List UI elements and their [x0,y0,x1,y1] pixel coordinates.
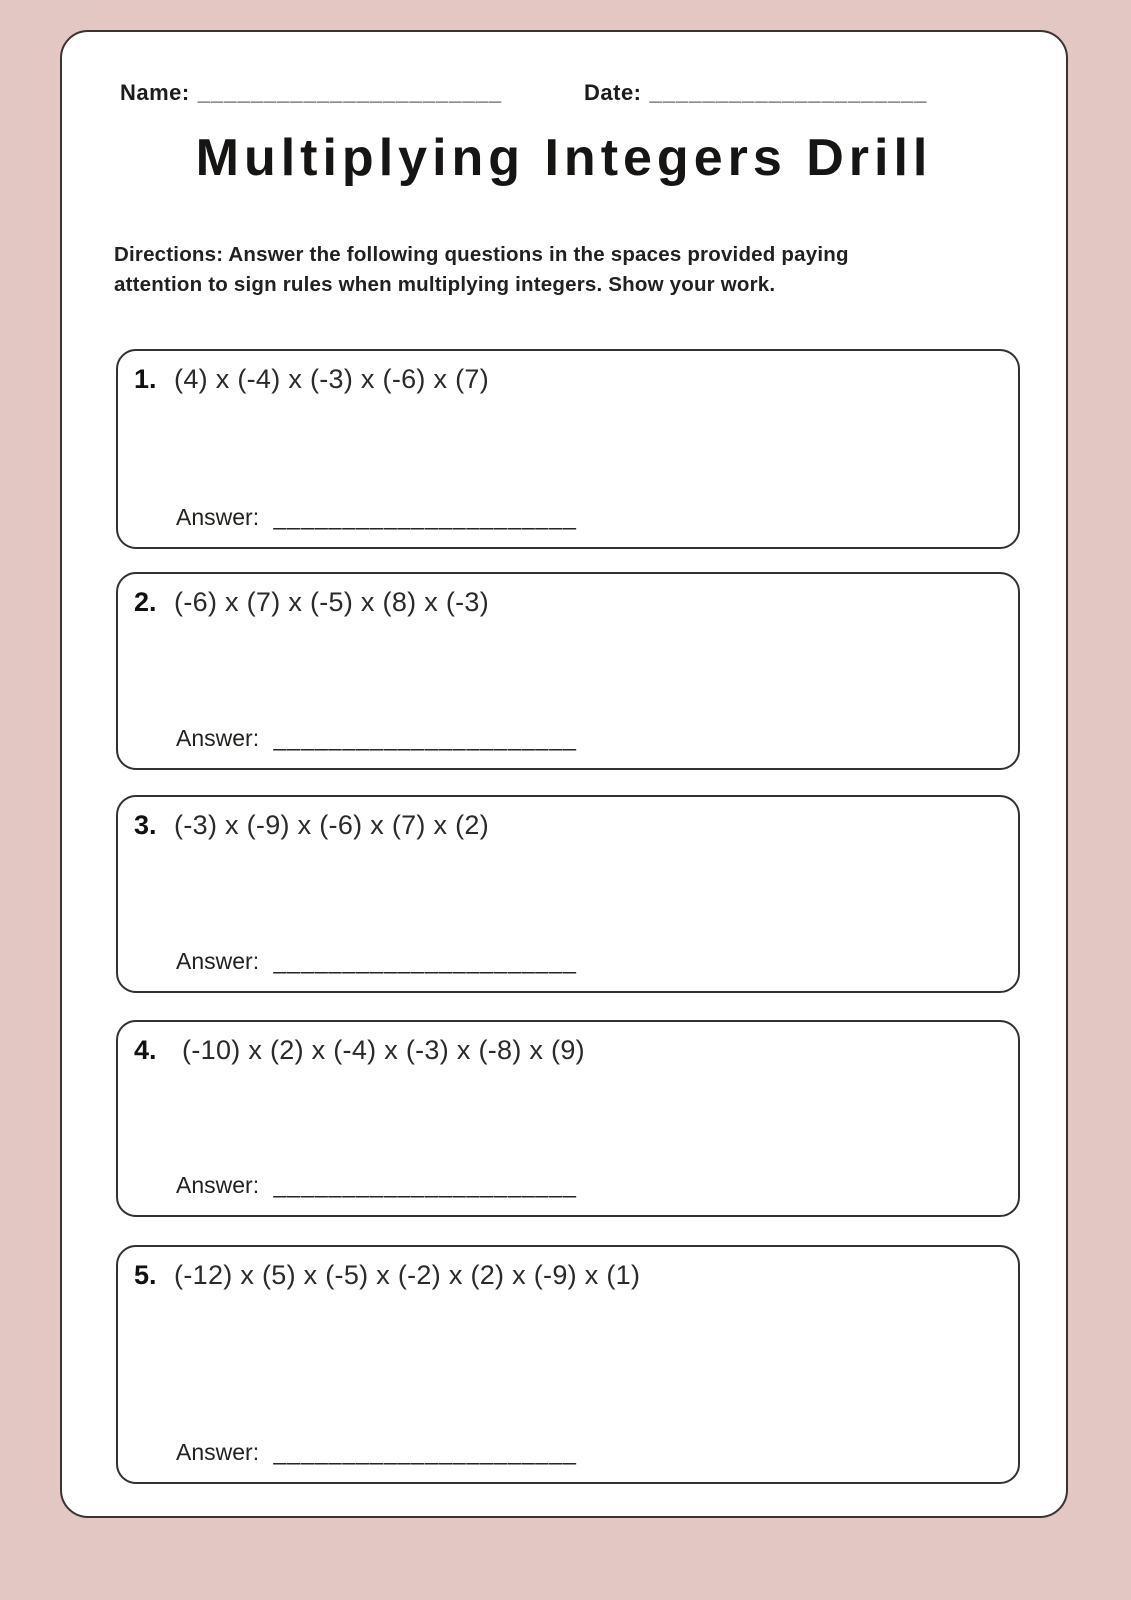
question-expression: (4) x (-4) x (-3) x (-6) x (7) [174,364,490,394]
worksheet-page [60,30,1068,1518]
question-line [134,810,1002,841]
answer-row [176,948,577,975]
name-field [120,80,502,106]
question-number: 3. [134,810,157,840]
question-box-5 [116,1245,1020,1484]
question-expression: (-3) x (-9) x (-6) x (7) x (2) [174,810,490,840]
question-expression: (-10) x (2) x (-4) x (-3) x (-8) x (9) [182,1035,585,1065]
answer-label: Answer: [176,1172,260,1198]
question-line [134,1035,1002,1066]
answer-row [176,1439,577,1466]
question-number: 2. [134,587,157,617]
answer-label: Answer: [176,948,260,974]
question-box-1 [116,349,1020,549]
date-field [584,80,927,106]
page-title: Multiplying Integers Drill [195,129,933,187]
date-label: Date: [584,80,642,105]
question-number: 1. [134,364,157,394]
answer-label: Answer: [176,1439,260,1465]
answer-blank-line: ______________________ [273,1439,577,1465]
answer-blank-line: ______________________ [273,504,577,530]
answer-label: Answer: [176,725,260,751]
question-line [134,364,1002,395]
directions-text: Directions: Answer the following questions in the spaces provided paying attention to sign rules when multiplying integers. Show your work. [114,243,849,297]
answer-blank-line: ______________________ [273,1172,577,1198]
header-row [120,80,1008,106]
question-box-3 [116,795,1020,993]
question-box-4 [116,1020,1020,1217]
answer-row [176,504,577,531]
question-line [134,587,1002,618]
answer-blank-line: ______________________ [273,725,577,751]
answer-row [176,725,577,752]
date-blank-line: _____________________ [649,80,928,105]
question-expression: (-12) x (5) x (-5) x (-2) x (2) x (-9) x (1) [174,1260,641,1290]
question-line [134,1260,1002,1291]
name-label: Name: [120,80,190,105]
answer-row [176,1172,577,1199]
name-blank-line: _______________________ [197,80,503,105]
question-box-2 [116,572,1020,770]
answer-blank-line: ______________________ [273,948,577,974]
answer-label: Answer: [176,504,260,530]
question-expression: (-6) x (7) x (-5) x (8) x (-3) [174,587,490,617]
question-number: 4. [134,1035,157,1065]
question-number: 5. [134,1260,157,1290]
